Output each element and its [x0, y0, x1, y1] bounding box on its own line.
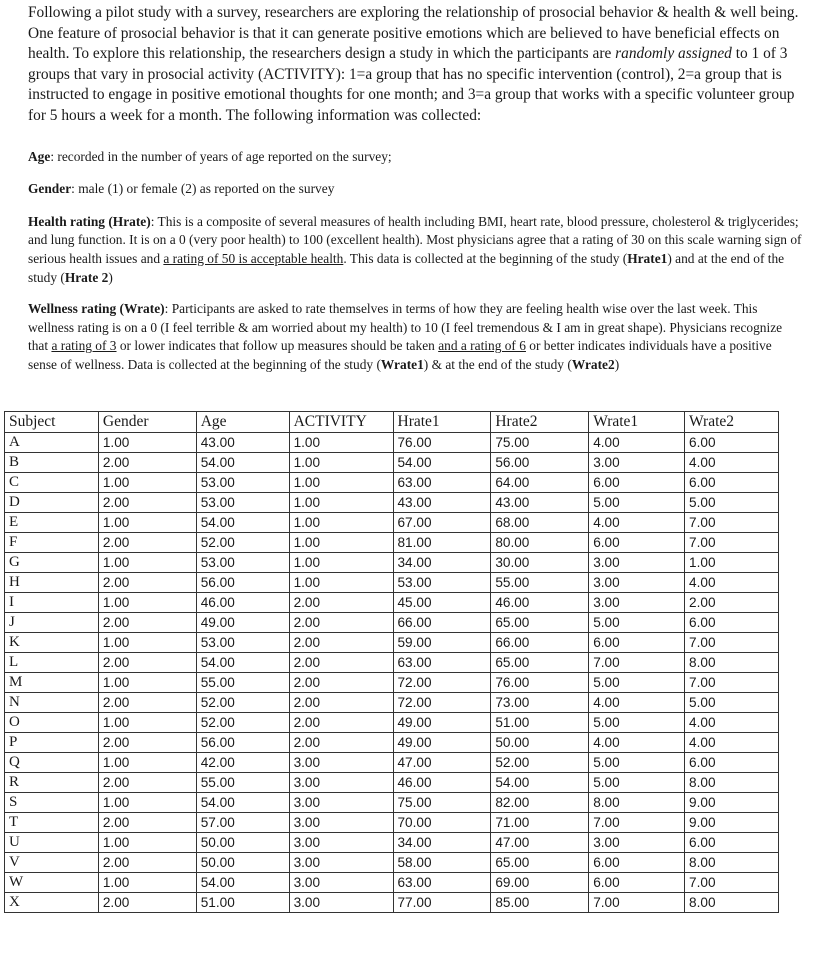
cell-wrate1: 5.00: [589, 713, 685, 733]
cell-wrate1: 6.00: [589, 633, 685, 653]
cell-age: 49.00: [196, 613, 289, 633]
cell-wrate2: 1.00: [685, 553, 779, 573]
table-row: [5, 613, 779, 633]
cell-activity: 1.00: [289, 493, 393, 513]
intro-paragraph: [28, 3, 803, 127]
cell-age: 52.00: [196, 533, 289, 553]
cell-gender: 2.00: [98, 493, 196, 513]
cell-activity: 3.00: [289, 773, 393, 793]
cell-hrate1: 63.00: [393, 873, 491, 893]
cell-wrate2: 8.00: [685, 893, 779, 913]
cell-hrate2: 75.00: [491, 433, 589, 453]
cell-hrate2: 82.00: [491, 793, 589, 813]
cell-wrate2: 8.00: [685, 773, 779, 793]
cell-subject: F: [5, 533, 99, 553]
cell-wrate1: 4.00: [589, 513, 685, 533]
cell-wrate1: 7.00: [589, 813, 685, 833]
cell-hrate2: 69.00: [491, 873, 589, 893]
cell-gender: 2.00: [98, 693, 196, 713]
cell-hrate1: 67.00: [393, 513, 491, 533]
table-row: [5, 733, 779, 753]
health-rating-text: . This data is collected at the beginning of the study (: [343, 250, 628, 266]
cell-subject: E: [5, 513, 99, 533]
cell-wrate2: 6.00: [685, 613, 779, 633]
cell-hrate1: 53.00: [393, 573, 491, 593]
cell-wrate1: 8.00: [589, 793, 685, 813]
cell-gender: 1.00: [98, 793, 196, 813]
cell-activity: 2.00: [289, 673, 393, 693]
wellness-rating-text: : Participants are asked to rate themselves in terms of how they are feeling health wise over the last week. This wellness rating is on a 0 (I feel terrible & am worried about my health) to 10 (I feel tremendous & I am in great shape). Physicians recognize that: [28, 301, 783, 354]
cell-subject: K: [5, 633, 99, 653]
age-definition: [28, 148, 803, 167]
cell-hrate1: 46.00: [393, 773, 491, 793]
cell-activity: 1.00: [289, 533, 393, 553]
cell-age: 54.00: [196, 453, 289, 473]
cell-wrate2: 6.00: [685, 473, 779, 493]
cell-hrate2: 47.00: [491, 833, 589, 853]
column-header-wrate2: Wrate2: [685, 412, 779, 433]
wellness-rating-text: or better indicates individuals have a positive sense of wellness. Data is collected at the beginning of the study (: [28, 338, 772, 372]
column-header-age: Age: [196, 412, 289, 433]
cell-wrate2: 6.00: [685, 753, 779, 773]
cell-activity: 1.00: [289, 553, 393, 573]
cell-subject: U: [5, 833, 99, 853]
cell-wrate1: 5.00: [589, 753, 685, 773]
cell-wrate2: 4.00: [685, 453, 779, 473]
cell-hrate2: 54.00: [491, 773, 589, 793]
cell-wrate1: 7.00: [589, 653, 685, 673]
cell-activity: 1.00: [289, 473, 393, 493]
cell-wrate2: 5.00: [685, 693, 779, 713]
cell-hrate1: 77.00: [393, 893, 491, 913]
data-table: [4, 411, 779, 913]
cell-age: 54.00: [196, 653, 289, 673]
cell-hrate2: 55.00: [491, 573, 589, 593]
cell-gender: 1.00: [98, 713, 196, 733]
cell-activity: 3.00: [289, 853, 393, 873]
cell-gender: 2.00: [98, 773, 196, 793]
cell-hrate2: 68.00: [491, 513, 589, 533]
cell-age: 56.00: [196, 733, 289, 753]
cell-wrate1: 4.00: [589, 693, 685, 713]
wellness-rating-underlined-text: and a rating of 6: [438, 338, 526, 354]
health-rating-definition: [28, 213, 803, 287]
cell-gender: 2.00: [98, 813, 196, 833]
cell-wrate1: 3.00: [589, 553, 685, 573]
cell-activity: 2.00: [289, 593, 393, 613]
cell-subject: G: [5, 553, 99, 573]
table-row: [5, 653, 779, 673]
cell-hrate1: 49.00: [393, 733, 491, 753]
cell-wrate2: 8.00: [685, 653, 779, 673]
cell-subject: Q: [5, 753, 99, 773]
cell-gender: 1.00: [98, 593, 196, 613]
cell-hrate1: 75.00: [393, 793, 491, 813]
cell-wrate1: 6.00: [589, 853, 685, 873]
health-rating-underlined-text: a rating of 50 is acceptable health: [163, 250, 344, 266]
cell-gender: 1.00: [98, 513, 196, 533]
cell-wrate2: 6.00: [685, 833, 779, 853]
table-row: [5, 853, 779, 873]
cell-gender: 1.00: [98, 873, 196, 893]
cell-wrate1: 3.00: [589, 833, 685, 853]
table-row: [5, 713, 779, 733]
table-row: [5, 693, 779, 713]
cell-activity: 2.00: [289, 713, 393, 733]
cell-hrate2: 66.00: [491, 633, 589, 653]
cell-hrate1: 81.00: [393, 533, 491, 553]
wellness-rating-underlined-text: a rating of 3: [51, 338, 117, 354]
cell-wrate2: 8.00: [685, 853, 779, 873]
cell-wrate2: 7.00: [685, 513, 779, 533]
cell-activity: 1.00: [289, 513, 393, 533]
table-row: [5, 593, 779, 613]
cell-hrate2: 30.00: [491, 553, 589, 573]
table-row: [5, 513, 779, 533]
cell-age: 46.00: [196, 593, 289, 613]
cell-wrate2: 7.00: [685, 533, 779, 553]
cell-gender: 1.00: [98, 473, 196, 493]
cell-gender: 2.00: [98, 893, 196, 913]
cell-subject: M: [5, 673, 99, 693]
cell-age: 52.00: [196, 713, 289, 733]
age-label: Age: [28, 148, 51, 164]
health-rating-text: ) and at the end of the study (: [28, 250, 785, 285]
cell-age: 42.00: [196, 753, 289, 773]
cell-wrate2: 9.00: [685, 793, 779, 813]
wellness-rating-definition: [28, 300, 803, 374]
cell-activity: 3.00: [289, 893, 393, 913]
table-row: [5, 533, 779, 553]
cell-activity: 2.00: [289, 613, 393, 633]
age-text: : recorded in the number of years of age reported on the survey;: [50, 148, 392, 164]
table-header-row: [5, 412, 779, 433]
cell-hrate1: 43.00: [393, 493, 491, 513]
cell-wrate2: 4.00: [685, 573, 779, 593]
cell-gender: 2.00: [98, 853, 196, 873]
cell-gender: 1.00: [98, 753, 196, 773]
cell-wrate2: 7.00: [685, 633, 779, 653]
table-row: [5, 813, 779, 833]
cell-gender: 1.00: [98, 553, 196, 573]
cell-subject: P: [5, 733, 99, 753]
cell-subject: R: [5, 773, 99, 793]
cell-age: 52.00: [196, 693, 289, 713]
column-header-subject: Subject: [5, 412, 99, 433]
cell-age: 54.00: [196, 513, 289, 533]
table-row: [5, 673, 779, 693]
cell-hrate2: 80.00: [491, 533, 589, 553]
cell-hrate2: 65.00: [491, 653, 589, 673]
table-row: [5, 893, 779, 913]
cell-age: 43.00: [196, 433, 289, 453]
cell-hrate1: 34.00: [393, 553, 491, 573]
cell-gender: 2.00: [98, 653, 196, 673]
column-header-gender: Gender: [98, 412, 196, 433]
cell-gender: 1.00: [98, 833, 196, 853]
cell-activity: 3.00: [289, 753, 393, 773]
cell-hrate1: 70.00: [393, 813, 491, 833]
cell-wrate1: 6.00: [589, 473, 685, 493]
cell-hrate1: 47.00: [393, 753, 491, 773]
cell-activity: 1.00: [289, 453, 393, 473]
wrate1-label: Wrate1: [380, 356, 424, 372]
cell-wrate1: 6.00: [589, 533, 685, 553]
cell-hrate1: 76.00: [393, 433, 491, 453]
column-header-activity: ACTIVITY: [289, 412, 393, 433]
cell-age: 50.00: [196, 833, 289, 853]
wellness-rating-text: or lower indicates that follow up measures should be taken: [116, 338, 439, 354]
cell-age: 54.00: [196, 793, 289, 813]
cell-gender: 2.00: [98, 613, 196, 633]
cell-hrate1: 58.00: [393, 853, 491, 873]
cell-wrate1: 4.00: [589, 733, 685, 753]
cell-activity: 1.00: [289, 573, 393, 593]
cell-activity: 3.00: [289, 833, 393, 853]
intro-text: Following a pilot study with a survey, researchers are exploring the relationship of prosocial behavior & health & well being. One feature of prosocial behavior is that it can generate positive emotions which are believed to have beneficial effects on health. To explore this relationship, the researchers design a study in which the participants are: [28, 4, 799, 63]
cell-subject: X: [5, 893, 99, 913]
cell-hrate2: 43.00: [491, 493, 589, 513]
column-header-hrate2: Hrate2: [491, 412, 589, 433]
cell-hrate1: 49.00: [393, 713, 491, 733]
table-row: [5, 773, 779, 793]
table-row: [5, 633, 779, 653]
wrate2-label: Wrate2: [571, 356, 615, 372]
cell-subject: V: [5, 853, 99, 873]
table-row: [5, 793, 779, 813]
cell-activity: 3.00: [289, 873, 393, 893]
cell-hrate2: 46.00: [491, 593, 589, 613]
cell-subject: D: [5, 493, 99, 513]
cell-activity: 1.00: [289, 433, 393, 453]
cell-gender: 2.00: [98, 453, 196, 473]
cell-gender: 2.00: [98, 533, 196, 553]
cell-wrate1: 5.00: [589, 673, 685, 693]
cell-wrate2: 4.00: [685, 713, 779, 733]
cell-subject: S: [5, 793, 99, 813]
cell-subject: I: [5, 593, 99, 613]
cell-gender: 1.00: [98, 673, 196, 693]
cell-activity: 2.00: [289, 733, 393, 753]
cell-wrate2: 5.00: [685, 493, 779, 513]
table-row: [5, 833, 779, 853]
cell-wrate1: 3.00: [589, 453, 685, 473]
column-header-hrate1: Hrate1: [393, 412, 491, 433]
cell-hrate1: 66.00: [393, 613, 491, 633]
cell-hrate1: 63.00: [393, 473, 491, 493]
table-row: [5, 873, 779, 893]
cell-hrate1: 34.00: [393, 833, 491, 853]
cell-subject: C: [5, 473, 99, 493]
health-rating-text: : This is a composite of several measures of health including BMI, heart rate, blood pressure, cholesterol & triglycerides; and lung function. It is on a 0 (very poor health) to 100 (excellent health). Most physicians agree that a rating of 30 on this scale warning sign of serious health issues and: [28, 213, 802, 266]
cell-hrate2: 65.00: [491, 613, 589, 633]
cell-age: 51.00: [196, 893, 289, 913]
cell-age: 53.00: [196, 493, 289, 513]
gender-definition: [28, 180, 803, 199]
gender-label: Gender: [28, 181, 72, 197]
cell-hrate1: 63.00: [393, 653, 491, 673]
cell-hrate2: 56.00: [491, 453, 589, 473]
cell-hrate1: 45.00: [393, 593, 491, 613]
document-page: [28, 0, 803, 375]
cell-age: 50.00: [196, 853, 289, 873]
health-rating-label: Health rating (Hrate): [28, 213, 151, 229]
cell-hrate2: 73.00: [491, 693, 589, 713]
cell-hrate2: 85.00: [491, 893, 589, 913]
cell-age: 53.00: [196, 633, 289, 653]
cell-wrate2: 4.00: [685, 733, 779, 753]
cell-subject: H: [5, 573, 99, 593]
cell-hrate2: 65.00: [491, 853, 589, 873]
wellness-rating-text: ): [614, 356, 620, 372]
table-row: [5, 473, 779, 493]
cell-age: 57.00: [196, 813, 289, 833]
cell-gender: 2.00: [98, 733, 196, 753]
cell-age: 53.00: [196, 553, 289, 573]
cell-activity: 2.00: [289, 633, 393, 653]
cell-wrate1: 5.00: [589, 493, 685, 513]
table-body: [5, 433, 779, 913]
cell-hrate2: 76.00: [491, 673, 589, 693]
cell-gender: 1.00: [98, 633, 196, 653]
wellness-rating-text: ) & at the end of the study (: [423, 356, 572, 372]
cell-age: 56.00: [196, 573, 289, 593]
cell-wrate1: 5.00: [589, 773, 685, 793]
cell-activity: 2.00: [289, 693, 393, 713]
table-row: [5, 573, 779, 593]
table-row: [5, 493, 779, 513]
cell-activity: 3.00: [289, 813, 393, 833]
health-rating-text: ): [108, 269, 113, 285]
cell-hrate1: 72.00: [393, 673, 491, 693]
table-row: [5, 433, 779, 453]
cell-gender: 1.00: [98, 433, 196, 453]
intro-text-continued: to 1 of 3 groups that vary in prosocial activity (ACTIVITY): 1=a group that has no specific intervention (control), 2=a group that is instructed to engage in positive emotional thoughts for one month; and 3=a group that works with a specific volunteer group for 5 hours a week for a month. The following information was collected:: [28, 45, 795, 124]
cell-age: 55.00: [196, 673, 289, 693]
cell-wrate1: 6.00: [589, 873, 685, 893]
hrate2-label: Hrate 2: [64, 269, 109, 285]
cell-wrate1: 7.00: [589, 893, 685, 913]
cell-hrate2: 51.00: [491, 713, 589, 733]
cell-wrate1: 3.00: [589, 573, 685, 593]
cell-hrate2: 64.00: [491, 473, 589, 493]
cell-gender: 2.00: [98, 573, 196, 593]
cell-subject: L: [5, 653, 99, 673]
cell-wrate1: 4.00: [589, 433, 685, 453]
intro-italic-text: randomly assigned: [615, 45, 732, 63]
cell-wrate2: 7.00: [685, 873, 779, 893]
cell-subject: W: [5, 873, 99, 893]
cell-wrate2: 6.00: [685, 433, 779, 453]
cell-wrate2: 2.00: [685, 593, 779, 613]
table-row: [5, 553, 779, 573]
cell-hrate1: 72.00: [393, 693, 491, 713]
cell-wrate1: 3.00: [589, 593, 685, 613]
cell-subject: O: [5, 713, 99, 733]
cell-activity: 3.00: [289, 793, 393, 813]
cell-activity: 2.00: [289, 653, 393, 673]
cell-age: 55.00: [196, 773, 289, 793]
cell-subject: N: [5, 693, 99, 713]
wellness-rating-label: Wellness rating (Wrate): [28, 301, 165, 317]
cell-subject: B: [5, 453, 99, 473]
cell-hrate2: 52.00: [491, 753, 589, 773]
cell-hrate2: 50.00: [491, 733, 589, 753]
cell-hrate1: 59.00: [393, 633, 491, 653]
cell-hrate2: 71.00: [491, 813, 589, 833]
table-row: [5, 453, 779, 473]
column-header-wrate1: Wrate1: [589, 412, 685, 433]
cell-hrate1: 54.00: [393, 453, 491, 473]
cell-age: 53.00: [196, 473, 289, 493]
cell-subject: J: [5, 613, 99, 633]
cell-subject: A: [5, 433, 99, 453]
cell-wrate1: 5.00: [589, 613, 685, 633]
table-row: [5, 753, 779, 773]
cell-wrate2: 7.00: [685, 673, 779, 693]
cell-subject: T: [5, 813, 99, 833]
cell-age: 54.00: [196, 873, 289, 893]
cell-wrate2: 9.00: [685, 813, 779, 833]
gender-text: : male (1) or female (2) as reported on the survey: [71, 181, 335, 197]
hrate1-label: Hrate1: [627, 250, 668, 266]
